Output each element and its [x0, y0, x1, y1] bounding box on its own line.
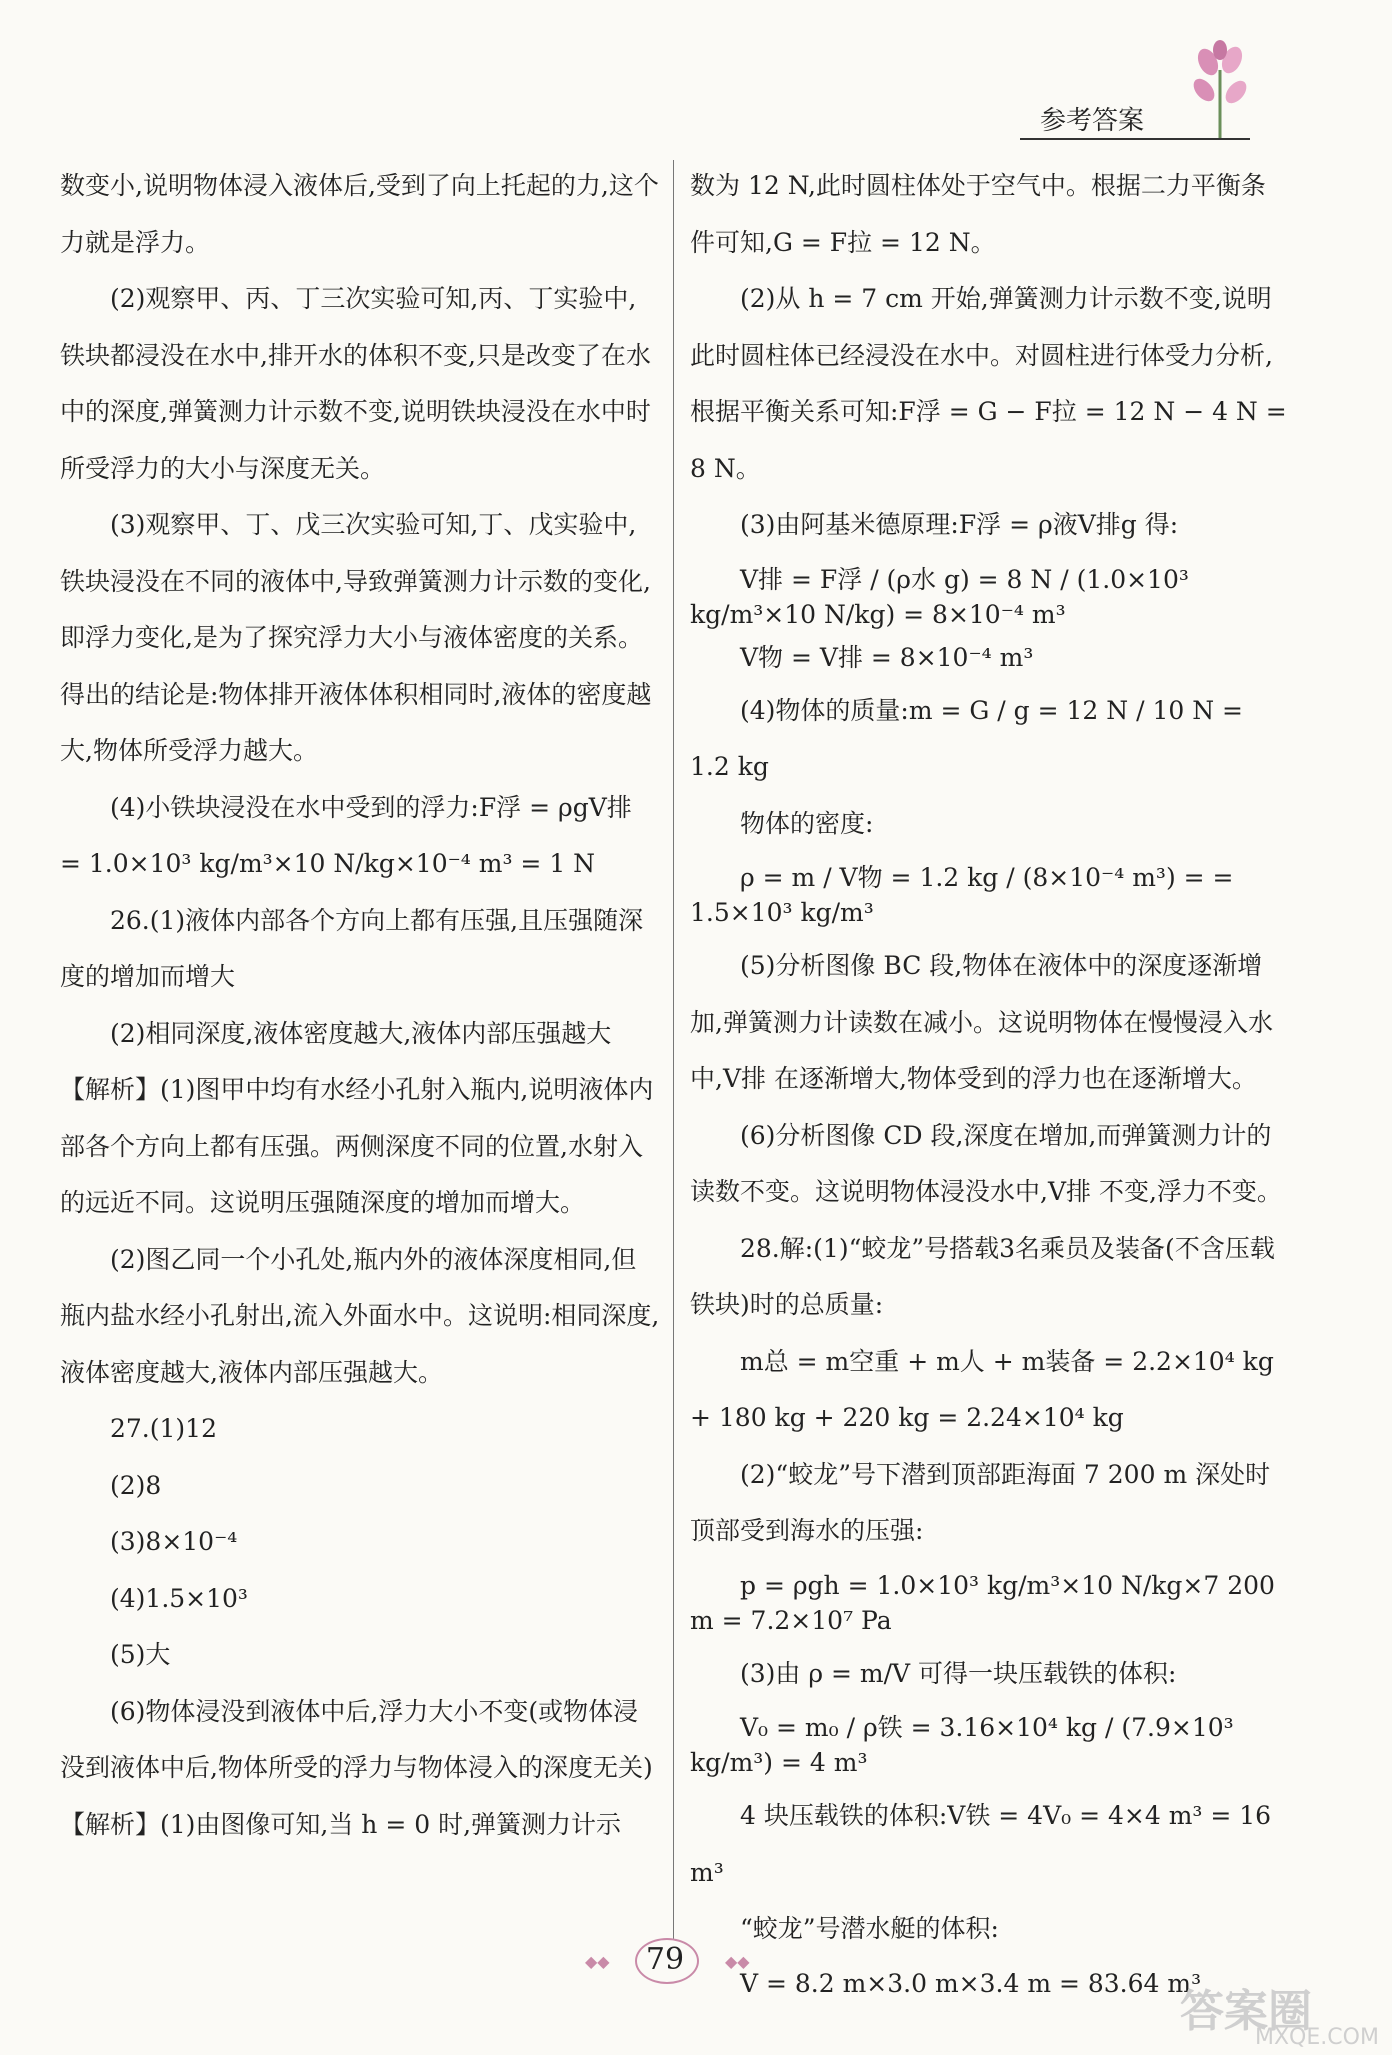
- page-number-ring: [635, 1938, 699, 1984]
- answer-28-1: 28.解:(1)“蛟龙”号搭载3名乘员及装备(不含压载铁块)时的总质量:: [690, 1233, 1275, 1319]
- answer-27-3: (3)8×10⁻⁴: [110, 1527, 238, 1556]
- right-para-0: 数为 12 N,此时圆柱体处于空气中。根据二力平衡条件可知,G = F拉 = 12 N。: [690, 171, 1266, 257]
- answer-28-3: (3)由 ρ = m/V 可得一块压载铁的体积:: [740, 1658, 1177, 1688]
- left-para-2: (3)观察甲、丁、戊三次实验可知,丁、戊实验中,铁块浸没在不同的液体中,导致弹簧测力计示数的变化,即浮力变化,是为了探究浮力大小与液体密度的关系。得出的结论是:物体排开液体体积相同时,液体的密度越大,物体所受浮力越大。: [60, 510, 652, 765]
- right-para-2: (3)由阿基米德原理:F浮 = ρ液V排g 得:: [740, 510, 1179, 539]
- answer-28-2: (2)“蛟龙”号下潜到顶部距海面 7 200 m 深处时顶部受到海水的压强:: [690, 1459, 1271, 1545]
- analysis-26-2: (2)图乙同一个小孔处,瓶内外的液体深度相同,但瓶内盐水经小孔射出,流入外面水中。这说明:相同深度,液体密度越大,液体内部压强越大。: [60, 1244, 660, 1387]
- right-para-6: (6)分析图像 CD 段,深度在增加,而弹簧测力计的读数不变。这说明物体浸没水中,V排 不变,浮力不变。: [690, 1120, 1282, 1206]
- answer-26-2: (2)相同深度,液体密度越大,液体内部压强越大: [110, 1018, 612, 1048]
- answer-26-1: 26.(1)液体内部各个方向上都有压强,且压强随深度的增加而增大: [60, 905, 644, 991]
- equation-v-pai: V排 = F浮 / (ρ水 g) = 8 N / (1.0×10³ kg/m³×10 N/kg) = 8×10⁻⁴ m³: [690, 564, 1189, 629]
- analysis-27-1: 【解析】(1)由图像可知,当 h = 0 时,弹簧测力计示: [60, 1809, 622, 1839]
- equation-v0: V₀ = m₀ / ρ铁 = 3.16×10⁴ kg / (7.9×10³ kg/m³) = 4 m³: [690, 1713, 1234, 1777]
- left-ornament-icon: ◆◆: [585, 1952, 610, 1971]
- analysis-26-1: 【解析】(1)图甲中均有水经小孔射入瓶内,说明液体内部各个方向上都有压强。两侧深度不同的位置,水射入的远近不同。这说明压强随深度的增加而增大。: [60, 1075, 654, 1217]
- left-para-1: (2)观察甲、丙、丁三次实验可知,丙、丁实验中,铁块都浸没在水中,排开水的体积不变,只是改变了在水中的深度,弹簧测力计示数不变,说明铁块浸没在水中时所受浮力的大小与深度无关。: [60, 284, 651, 483]
- watermark-logo: 答案圈: [1180, 1986, 1312, 2037]
- answer-27-5: (5)大: [110, 1640, 171, 1669]
- page-number: [610, 1938, 720, 1982]
- left-column: [60, 158, 660, 1853]
- answer-27-2: (2)8: [110, 1470, 162, 1500]
- answer-27-6: (6)物体浸没到液体中后,浮力大小不变(或物体浸没到液体中后,物体所受的浮力与物体浸入的深度无关): [60, 1696, 653, 1782]
- right-para-sub-volume-label: “蛟龙”号潜水艇的体积:: [740, 1914, 999, 1943]
- watermark-url: MXQE.COM: [1255, 2025, 1379, 2050]
- right-para-mass: (4)物体的质量:m = G / g = 12 N / 10 N = 1.2 kg: [690, 695, 1243, 781]
- right-column: [690, 158, 1290, 2009]
- left-para-3: (4)小铁块浸没在水中受到的浮力:F浮 = ρgV排 = 1.0×10³ kg/m³×10 N/kg×10⁻⁴ m³ = 1 N: [60, 792, 632, 878]
- equation-total-mass: m总 = m空重 + m人 + m装备 = 2.2×10⁴ kg + 180 kg + 220 kg = 2.24×10⁴ kg: [690, 1346, 1274, 1432]
- plant-decoration-icon: [1180, 40, 1260, 140]
- right-para-v-iron: 4 块压载铁的体积:V铁 = 4V₀ = 4×4 m³ = 16 m³: [690, 1801, 1272, 1887]
- column-divider: [673, 160, 674, 1940]
- header-title: 参考答案: [1040, 106, 1145, 136]
- equation-density: ρ = m / V物 = 1.2 kg / (8×10⁻⁴ m³) = = 1.5×10³ kg/m³: [690, 863, 1234, 927]
- answer-27-1: 27.(1)12: [110, 1414, 217, 1443]
- right-ornament-icon: ◆◆: [725, 1952, 750, 1971]
- equation-pressure: p = ρgh = 1.0×10³ kg/m³×10 N/kg×7 200 m = 7.2×10⁷ Pa: [690, 1570, 1275, 1635]
- left-para-0: 数变小,说明物体浸入液体后,受到了向上托起的力,这个力就是浮力。: [60, 171, 659, 257]
- right-para-5: (5)分析图像 BC 段,物体在液体中的深度逐渐增加,弹簧测力计读数在减小。这说明物体在慢慢浸入水中,V排 在逐渐增大,物体受到的浮力也在逐渐增大。: [690, 951, 1273, 1093]
- answer-27-4: (4)1.5×10³: [110, 1583, 248, 1613]
- header-rule: [1020, 138, 1250, 140]
- page-number-text: 79: [645, 1942, 685, 1977]
- equation-v-wu: V物 = V排 = 8×10⁻⁴ m³: [740, 642, 1034, 672]
- right-para-1: (2)从 h = 7 cm 开始,弹簧测力计示数不变,说明此时圆柱体已经浸没在水中。对圆柱进行体受力分析,根据平衡关系可知:F浮 = G − F拉 = 12 N − 4 N = 8 N。: [690, 284, 1287, 483]
- equation-sub-volume: V = 8.2 m×3.0 m×3.4 m = 83.64 m³: [740, 1968, 1202, 1998]
- right-para-density-label: 物体的密度:: [740, 808, 874, 838]
